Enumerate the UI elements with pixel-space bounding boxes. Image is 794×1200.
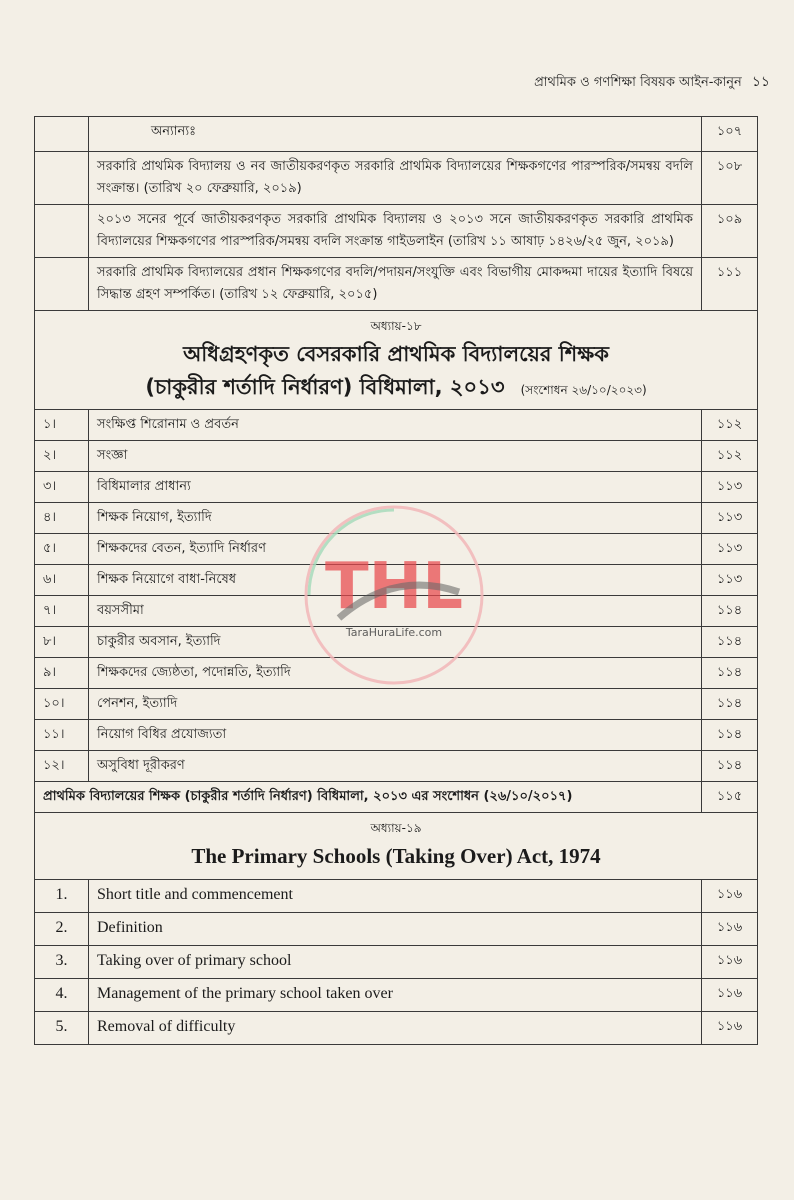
row-page: ১১৬ [702, 1012, 758, 1045]
toc-row [35, 503, 758, 534]
chapter-title-line2: (চাকুরীর শর্তাদি নির্ধারণ) বিধিমালা, ২০১৩ [145, 375, 505, 399]
toc-row [35, 410, 758, 441]
toc-row [35, 913, 758, 946]
row-title: বয়সসীমা [89, 596, 702, 627]
row-title: Short title and commencement [89, 880, 702, 913]
row-page: ১১৩ [702, 534, 758, 565]
toc-row [35, 117, 758, 152]
row-number: ৫। [35, 534, 89, 565]
row-page: ১০৭ [702, 117, 758, 152]
row-title: চাকুরীর অবসান, ইত্যাদি [89, 627, 702, 658]
watermark-site: TaraHuraLife.com [345, 626, 443, 639]
watermark-logo-text: THL [325, 550, 463, 624]
toc-row [35, 689, 758, 720]
row-page: ১১৫ [702, 782, 758, 813]
toc-row [35, 596, 758, 627]
row-number: 3. [35, 946, 89, 979]
row-number: ৩। [35, 472, 89, 503]
row-number: ৪। [35, 503, 89, 534]
row-number: ১০। [35, 689, 89, 720]
toc-row [35, 880, 758, 913]
row-page: ১১৬ [702, 946, 758, 979]
row-title: শিক্ষকদের জ্যেষ্ঠতা, পদোন্নতি, ইত্যাদি [89, 658, 702, 689]
toc-row [35, 627, 758, 658]
toc-row [35, 1012, 758, 1045]
running-title: প্রাথমিক ও গণশিক্ষা বিষয়ক আইন-কানুন [534, 75, 742, 90]
row-number: ৭। [35, 596, 89, 627]
chapter-19-title-row [35, 839, 758, 880]
toc-row [35, 751, 758, 782]
chapter-title-line1: অধিগ্রহণকৃত বেসরকারি প্রাথমিক বিদ্যালয়ের শিক্ষক [183, 342, 609, 366]
row-title: নিয়োগ বিধির প্রযোজ্যতা [89, 720, 702, 751]
row-page: ১১৬ [702, 913, 758, 946]
chapter-18-label-row [35, 311, 758, 338]
row-title: সংজ্ঞা [89, 441, 702, 472]
row-page: ১১৬ [702, 880, 758, 913]
toc-row [35, 946, 758, 979]
row-number: ৮। [35, 627, 89, 658]
row-title: সরকারি প্রাথমিক বিদ্যালয় ও নব জাতীয়করণকৃত সরকারি প্রাথমিক বিদ্যালয়ের শিক্ষকগণের পারস্পরিক/সমন্বয় বদলি সংক্রান্ত। (তারিখ ২০ ফেব্রুয়ারি, ২০১৯) [89, 152, 702, 205]
amendment-row-title: প্রাথমিক বিদ্যালয়ের শিক্ষক (চাকুরীর শর্তাদি নির্ধারণ) বিধিমালা, ২০১৩ এর সংশোধন (২৬/১০/২০১৭) [35, 782, 702, 813]
chapter-19-label-row [35, 813, 758, 840]
row-title: শিক্ষকদের বেতন, ইত্যাদি নির্ধারণ [89, 534, 702, 565]
toc-row [35, 205, 758, 258]
chapter-18-title-row [35, 337, 758, 371]
chapter-18-rows [35, 410, 758, 782]
row-number: 4. [35, 979, 89, 1012]
toc-row [35, 658, 758, 689]
row-page: ১১৪ [702, 658, 758, 689]
running-header [534, 70, 770, 94]
row-number: ১১। [35, 720, 89, 751]
row-page: ১১৪ [702, 720, 758, 751]
toc-row [35, 782, 758, 813]
row-page: ১০৮ [702, 152, 758, 205]
toc-row [35, 979, 758, 1012]
row-title: Definition [89, 913, 702, 946]
row-page: ১০৯ [702, 205, 758, 258]
chapter-label: অধ্যায়-১৯ [35, 813, 758, 840]
row-number: ২। [35, 441, 89, 472]
row-title: ২০১৩ সনের পূর্বে জাতীয়করণকৃত সরকারি প্রাথমিক বিদ্যালয় ও ২০১৩ সনে জাতীয়করণকৃত সরকারি প্রাথমিক বিদ্যালয়ের শিক্ষকগণের পারস্পরিক/সমন্বয় বদলি সংক্রান্ত গাইডলাইন (তারিখ ১১ আষাঢ় ১৪২৬/২৫ জুন, ২০১৯) [89, 205, 702, 258]
row-page: ১১২ [702, 441, 758, 472]
row-title: Management of the primary school taken over [89, 979, 702, 1012]
row-number: 2. [35, 913, 89, 946]
row-title: অসুবিধা দূরীকরণ [89, 751, 702, 782]
table-of-contents [34, 116, 758, 1045]
row-number [35, 117, 89, 152]
row-number: ১। [35, 410, 89, 441]
toc-row [35, 258, 758, 311]
row-page: ১১৩ [702, 503, 758, 534]
row-page: ১১৪ [702, 689, 758, 720]
chapter-19-rows [35, 880, 758, 1045]
row-title: শিক্ষক নিয়োগে বাধা-নিষেধ [89, 565, 702, 596]
row-number [35, 152, 89, 205]
chapter-18-subtitle-row [35, 371, 758, 410]
toc-row [35, 534, 758, 565]
page-number: ১১ [751, 74, 770, 90]
row-page: ১১৪ [702, 751, 758, 782]
row-number: 5. [35, 1012, 89, 1045]
row-page: ১১১ [702, 258, 758, 311]
row-title: শিক্ষক নিয়োগ, ইত্যাদি [89, 503, 702, 534]
chapter-title: The Primary Schools (Taking Over) Act, 1974 [191, 844, 601, 868]
row-title: বিধিমালার প্রাধান্য [89, 472, 702, 503]
row-title: Taking over of primary school [89, 946, 702, 979]
row-page: ১১৪ [702, 627, 758, 658]
row-number: ১২। [35, 751, 89, 782]
row-number [35, 205, 89, 258]
row-title: অন্যান্যঃ [89, 117, 702, 152]
toc-row [35, 565, 758, 596]
row-page: ১১৬ [702, 979, 758, 1012]
chapter-label: অধ্যায়-১৮ [35, 311, 758, 338]
row-page: ১১৩ [702, 565, 758, 596]
row-number: ৯। [35, 658, 89, 689]
row-title: সরকারি প্রাথমিক বিদ্যালয়ের প্রধান শিক্ষকগণের বদলি/পদায়ন/সংযুক্তি এবং বিভাগীয় মোকদ্দমা দায়ের ইত্যাদি বিষয়ে সিদ্ধান্ত গ্রহণ সম্পর্কিত। (তারিখ ১২ ফেব্রুয়ারি, ২০১৫) [89, 258, 702, 311]
toc-row [35, 472, 758, 503]
row-page: ১১৩ [702, 472, 758, 503]
row-title: সংক্ষিপ্ত শিরোনাম ও প্রবর্তন [89, 410, 702, 441]
toc-row [35, 441, 758, 472]
row-number [35, 258, 89, 311]
row-title: পেনশন, ইত্যাদি [89, 689, 702, 720]
amendment-note: (সংশোধন ২৬/১০/২০২৩) [520, 383, 647, 397]
row-number: ৬। [35, 565, 89, 596]
row-page: ১১৪ [702, 596, 758, 627]
toc-row [35, 720, 758, 751]
toc-row [35, 152, 758, 205]
row-page: ১১২ [702, 410, 758, 441]
row-title: Removal of difficulty [89, 1012, 702, 1045]
row-number: 1. [35, 880, 89, 913]
